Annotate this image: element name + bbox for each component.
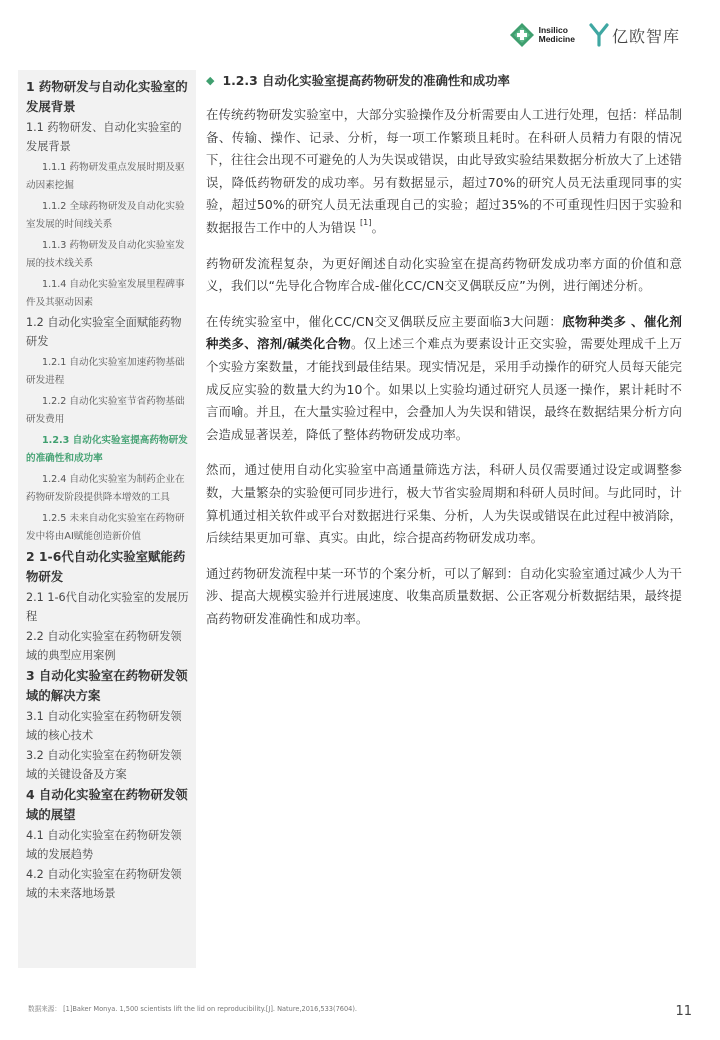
toc-item[interactable] (26, 708, 190, 745)
toc-item-label: 1 药物研发与自动化实验室的发展背景 (26, 79, 188, 114)
toc-item[interactable] (26, 198, 190, 234)
toc-item-label: 2 1-6代自动化实验室赋能药物研发 (26, 549, 186, 584)
toc-item-label: 3.1 自动化实验室在药物研发领域的核心技术 (26, 710, 182, 742)
header-logos (509, 18, 680, 52)
paragraph-2: 药物研发流程复杂，为更好阐述自动化实验室在提高药物研发成功率方面的价值和意义，我们以“先导化合物库合成-催化CC/CN交叉偶联反应”为例，进行阐述分析。 (206, 255, 682, 294)
paragraph-3: 在传统实验室中，催化CC/CN交叉偶联反应主要面临3大问题：底物种类多 、催化剂种类多、溶剂/碱类化合物。仅上述三个难点为要素设计正交实验，需要处理成千上万个实验方案数量，才能找到最佳结果。现实情况是，采用手动操作的研究人员每天能完成反应实验的数量大约为10个。如果以上实验均通过研究人员逐一操作，累计耗时不言而喻。并且，在大量实验过程中，会叠加人为失误和错误，最终在数据结果分析方向会造成显著误差，降低了整体药物研发成功率。 (206, 313, 682, 442)
paragraph-1: 在传统药物研发实验室中，大部分实验操作及分析需要由人工进行处理，包括：样品制备、传输、操作、记录、分析，每一项工作繁琐且耗时。在科研人员精力有限的情况下，往往会出现不可避免的人为失误或错误，由此导致实验结果数据分析放大了上述错误，降低药物研发的成功率。另有数据显示，超过70%的研究人员无法重现同事的实验，超过50%的研究人员无法重现自己的实验；超过35%的不可重现性归因于实验和数据报告工作中的人为错误 [1]。 (206, 107, 682, 235)
toc-item[interactable] (26, 628, 190, 665)
toc-item[interactable] (26, 785, 190, 825)
toc-item[interactable] (26, 237, 190, 273)
toc-item[interactable] (26, 314, 190, 351)
toc-item-label: 1.2 自动化实验室全面赋能药物研发 (26, 316, 182, 348)
toc-item-label: 4 自动化实验室在药物研发领域的展望 (26, 787, 188, 822)
diamond-bullet-icon: ◆ (206, 74, 215, 87)
toc-item[interactable] (26, 827, 190, 864)
toc-item-label: 1.2.4 自动化实验室为制药企业在药物研发阶段提供降本增效的工具 (26, 474, 185, 503)
toc-item-label: 1.1.1 药物研发重点发展时期及驱动因素挖掘 (26, 162, 185, 191)
toc-item-label: 4.1 自动化实验室在药物研发领域的发展趋势 (26, 829, 182, 861)
paragraph-4: 然而，通过使用自动化实验室中高通量筛选方法，科研人员仅需要通过设定或调整参数，大量繁杂的实验便可同步进行，极大节省实验周期和科研人员时间。与此同时，计算机通过相关软件或平台对数据进行采集、分析，人为失误或错误在此过程中被消除，后续结果更加可靠、真实。由此，综合提高药物研发成功率。 (206, 462, 682, 546)
toc-item-label: 1.2.5 未来自动化实验室在药物研发中将由AI赋能创造新价值 (26, 513, 185, 542)
toc-item[interactable] (26, 119, 190, 156)
toc-item-label: 4.2 自动化实验室在药物研发领域的未来落地场景 (26, 868, 182, 900)
toc-item-label: 1.2.2 自动化实验室节省药物基础研发费用 (26, 396, 185, 425)
insilico-diamond-icon (509, 22, 535, 48)
paragraph-5: 通过药物研发流程中某一环节的个案分析，可以了解到：自动化实验室通过减少人为干涉、提高大规模实验并行进展速度、收集高质量数据、公正客观分析数据结果，最终提高药物研发准确性和成功率。 (206, 565, 682, 626)
toc-item-label: 2.1 1-6代自动化实验室的发展历程 (26, 591, 189, 623)
toc-item[interactable] (26, 276, 190, 312)
toc-item[interactable] (26, 589, 190, 626)
page-number: 11 (675, 1004, 692, 1019)
toc-item[interactable] (26, 866, 190, 903)
toc-item[interactable] (26, 510, 190, 546)
toc-item[interactable] (26, 159, 190, 195)
insilico-logo (509, 22, 575, 48)
section-title (206, 70, 682, 92)
toc-item-label: 1.1.4 自动化实验室发展里程碑事件及其驱动因素 (26, 279, 185, 308)
toc-item-label: 3.2 自动化实验室在药物研发领域的关键设备及方案 (26, 749, 182, 781)
toc-item-label: 2.2 自动化实验室在药物研发领域的典型应用案例 (26, 630, 182, 662)
yiou-y-icon (589, 23, 609, 47)
insilico-logo-text: Insilico Medicine (538, 25, 575, 44)
toc-item-label: 1.1.2 全球药物研发及自动化实验室发展的时间线关系 (26, 201, 185, 230)
toc-item[interactable] (26, 77, 190, 117)
toc-item-label: 3 自动化实验室在药物研发领域的解决方案 (26, 668, 188, 703)
bold-highlight: 底物种类多 、催化剂种类多、溶剂/碱类化合物 (206, 313, 682, 352)
toc-item-label: 1.1.3 药物研发及自动化实验室发展的技术线关系 (26, 240, 185, 269)
toc-item-label: 1.2.1 自动化实验室加速药物基础研发进程 (26, 357, 185, 386)
toc-item-label: 1.2.3 自动化实验室提高药物研发的准确性和成功率 (26, 435, 188, 464)
toc-item[interactable] (26, 432, 190, 468)
toc-item[interactable] (26, 747, 190, 784)
toc-sidebar (18, 70, 196, 968)
toc-item[interactable] (26, 393, 190, 429)
section-title-text: 1.2.3 自动化实验室提高药物研发的准确性和成功率 (222, 73, 510, 88)
reference-mark[interactable]: [1] (359, 217, 372, 227)
toc-item[interactable] (26, 666, 190, 706)
footnote-source: 数据来源： [1]Baker Monya. 1,500 scientists lift the lid on reproducibility.[J]. Nature,2016,533(7604). (28, 1005, 358, 1013)
toc-item-label: 1.1 药物研发、自动化实验室的发展背景 (26, 121, 182, 153)
toc-item[interactable] (26, 547, 190, 587)
yiou-logo-text: 亿欧智库 (611, 26, 680, 46)
main-content (206, 70, 682, 643)
toc-item[interactable] (26, 354, 190, 390)
yiou-logo (589, 23, 680, 47)
toc-item[interactable] (26, 471, 190, 507)
